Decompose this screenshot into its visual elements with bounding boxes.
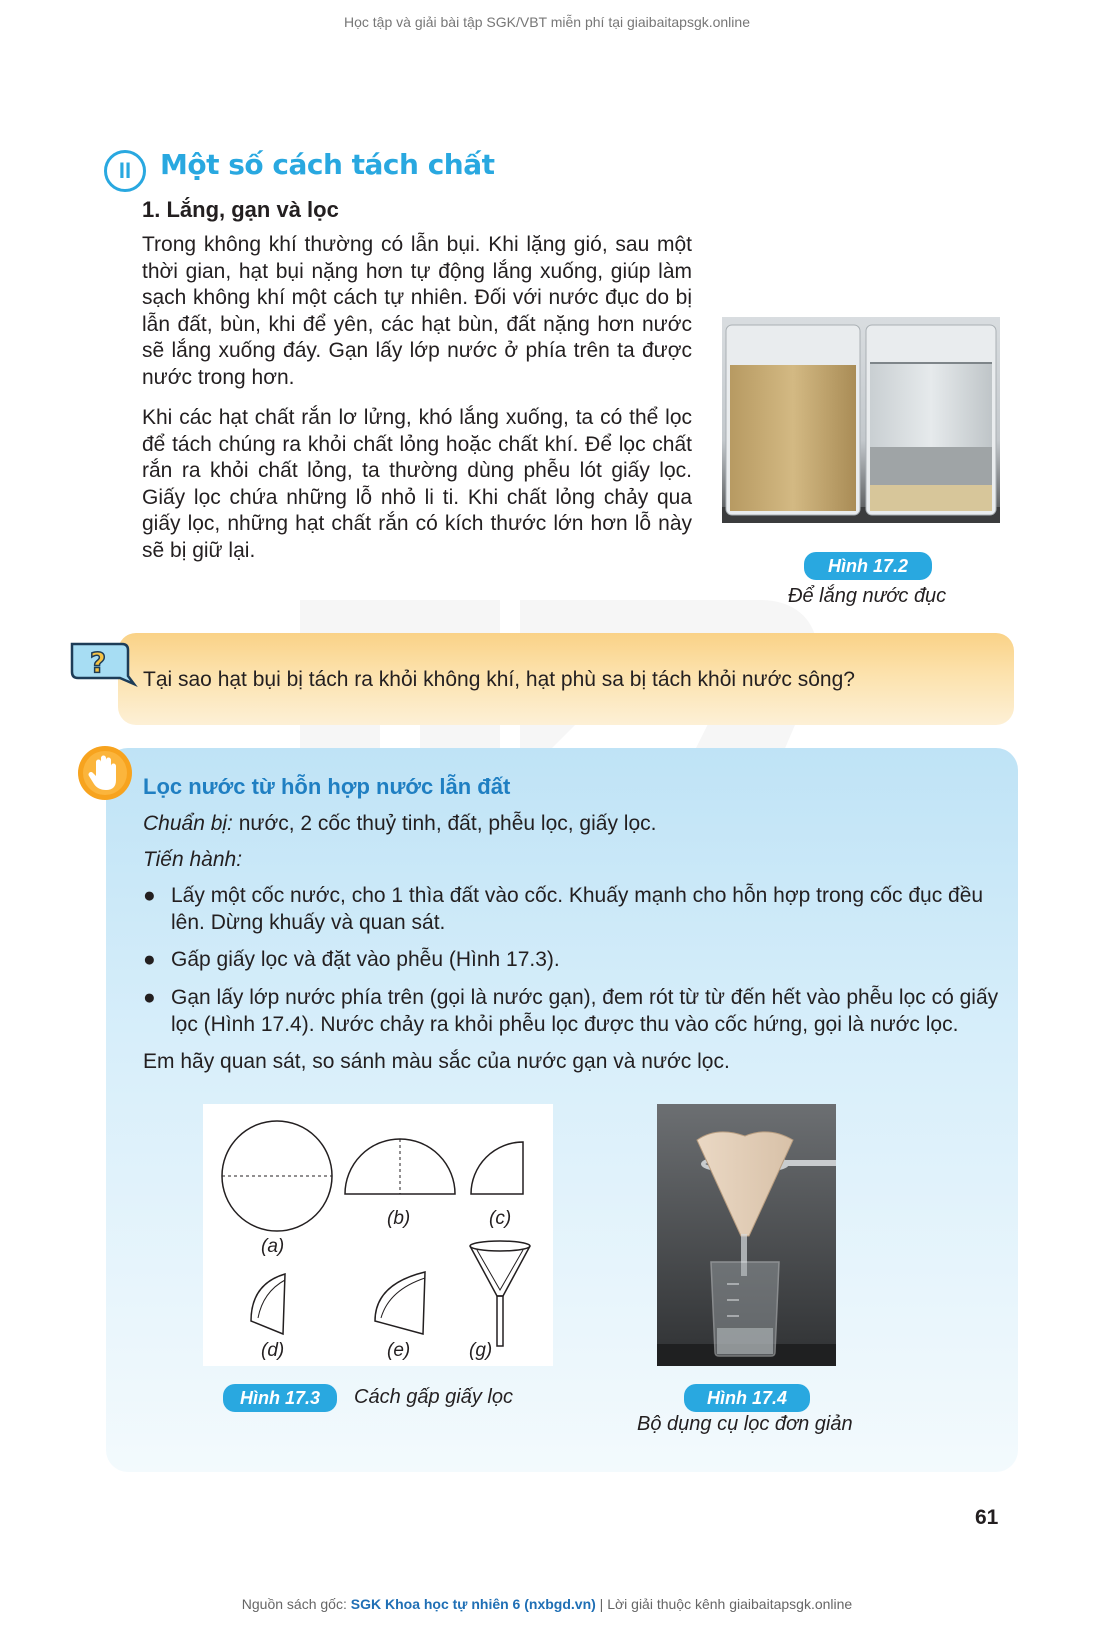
figure-17-3-diagram [203,1104,553,1366]
figure-17-4-photo [657,1104,836,1366]
activity-title: Lọc nước từ hỗn hợp nước lẫn đất [143,774,511,799]
figure-17-2-photo [722,317,1000,523]
hand-icon [76,744,134,802]
page-number: 61 [975,1506,999,1529]
section-title: Một số cách tách chất [160,148,495,181]
question-bubble-icon [68,640,138,692]
figure-17-2-label: Hình 17.2 [804,552,932,580]
figure-17-4-label: Hình 17.4 [684,1384,810,1412]
question-text: Tại sao hạt bụi bị tách ra khỏi không khí, hạt phù sa bị tách khỏi nước sông? [143,668,855,691]
step-1: Lấy một cốc nước, cho 1 thìa đất vào cốc. Khuấy mạnh cho hỗn hợp trong cốc đục đều lên. Dừng khuấy và quan sát. [171,884,984,934]
preparation-label: Chuẩn bị: [143,812,233,835]
subsection-title: 1. Lắng, gạn và lọc [142,197,339,222]
bullet-dot: ● [143,986,156,1009]
bullet-dot: ● [143,884,156,907]
figure-17-3-label: Hình 17.3 [223,1384,337,1412]
label-e: (e) [387,1340,411,1361]
footer-source-link[interactable]: SGK Khoa học tự nhiên 6 (nxbgd.vn) [350,1596,596,1612]
paragraph-filtration: Khi các hạt chất rắn lơ lửng, khó lắng xuống, ta có thể lọc để tách chúng ra khỏi chất lỏng hoặc chất khí. Để lọc chất rắn ra khỏi chất lỏng, ta thường dùng phễu lót giấy lọc. Giấy lọc chứa những lỗ nhỏ li ti. Khi chất lỏng chảy qua giấy lọc, những hạt chất rắn có kích thước lớn hơn lỗ này sẽ bị giữ lại. [142,406,692,562]
activity-closing: Em hãy quan sát, so sánh màu sắc của nước gạn và nước lọc. [143,1050,730,1073]
figure-17-3-caption: Cách gấp giấy lọc [354,1386,513,1408]
section-number-badge: II [104,150,146,192]
step-2: Gấp giấy lọc và đặt vào phễu (Hình 17.3). [171,948,560,971]
figure-17-2-caption: Để lắng nước đục [788,585,947,607]
label-c: (c) [489,1208,512,1229]
paragraph-sedimentation: Trong không khí thường có lẫn bụi. Khi lặng gió, sau một thời gian, hạt bụi nặng hơn tự động lắng xuống, giúp làm sạch không khí một cách tự nhiên. Đối với nước đục do bị lẫn đất, bùn, khi để yên, các hạt bùn, đất nặng hơn nước sẽ lắng xuống đáy. Gạn lấy lớp nước ở phía trên ta được nước trong hơn. [142,233,692,389]
preparation-text: nước, 2 cốc thuỷ tinh, đất, phễu lọc, giấy lọc. [232,812,657,835]
activity-preparation [143,812,656,836]
header-note: Học tập và giải bài tập SGK/VBT miễn phí tại giaibaitapsgk.online [344,14,750,30]
label-b: (b) [387,1208,411,1229]
bullet-dot: ● [143,948,156,971]
label-a: (a) [261,1236,285,1257]
svg-text:?: ? [89,646,107,679]
figure-17-4-caption: Bộ dụng cụ lọc đơn giản [637,1413,853,1435]
label-g: (g) [469,1340,493,1361]
step-3: Gạn lấy lớp nước phía trên (gọi là nước gạn), đem rót từ từ đến hết vào phễu lọc có giấy lọc (Hình 17.4). Nước chảy ra khỏi phễu lọc được thu vào cốc hứng, gọi là nước lọc. [171,986,999,1036]
procedure-label: Tiến hành: [143,848,243,871]
label-d: (d) [261,1340,285,1361]
footer-note: Nguồn sách gốc: SGK Khoa học tự nhiên 6 (nxbgd.vn) | Lời giải thuộc kênh giaibaitapsgk.online [241,1596,853,1612]
